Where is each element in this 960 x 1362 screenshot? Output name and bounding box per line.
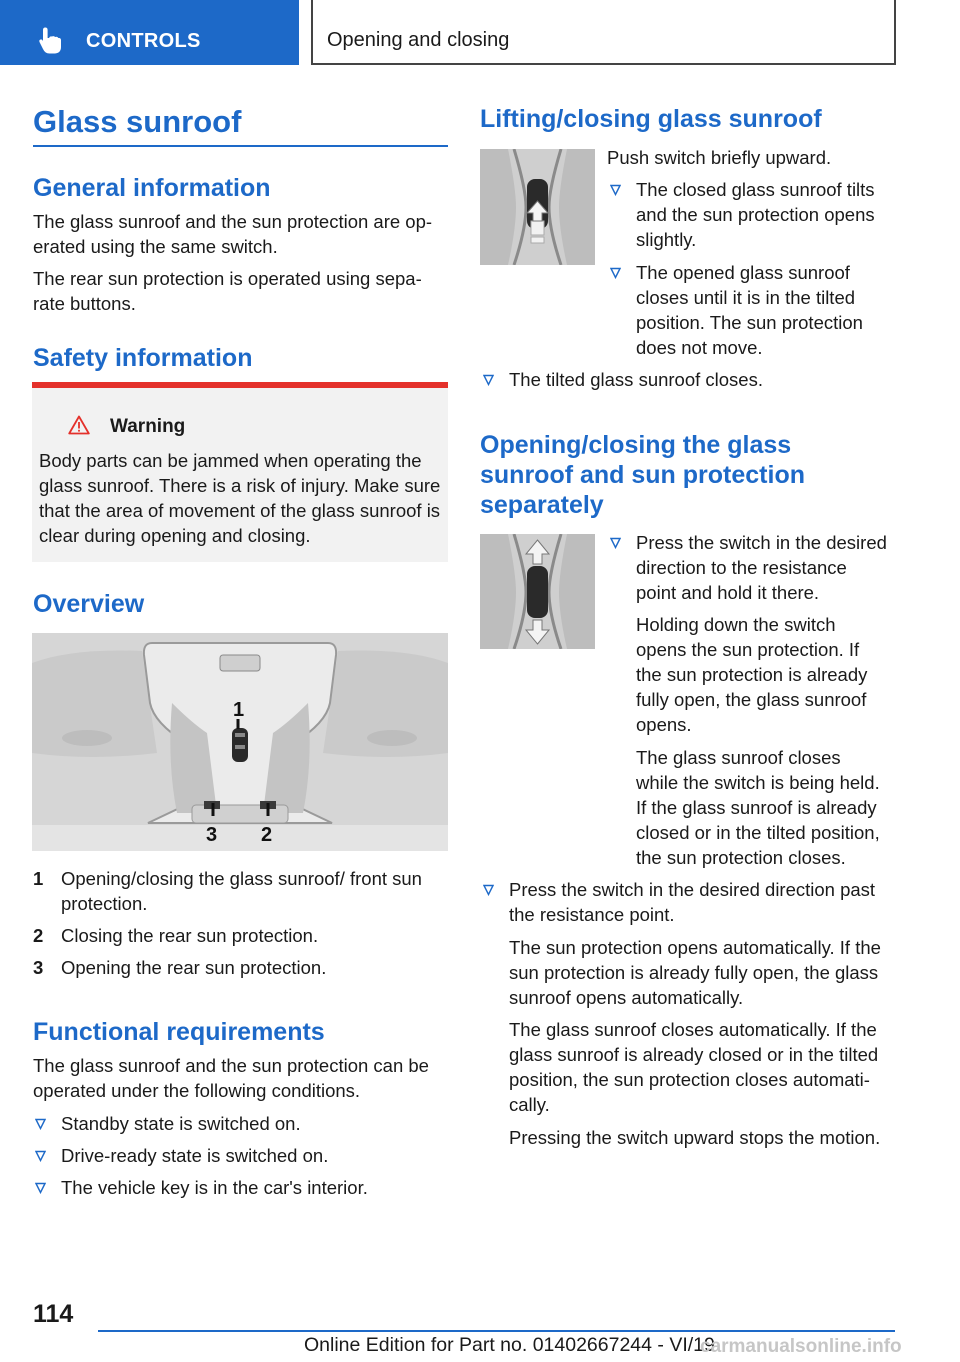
text-line: the resistance point. <box>509 904 675 925</box>
list-item: The vehicle key is in the car's interior. <box>61 1177 368 1198</box>
bullet-triangle-icon <box>483 884 494 896</box>
text-line: Press the switch in the desired direction past <box>509 879 876 900</box>
edition-text: Online Edition for Part no. 01402667244 - VI/19 <box>304 1334 715 1356</box>
switch-illustration <box>480 534 595 649</box>
warning-title: Warning <box>110 416 186 437</box>
bullet-triangle-icon <box>483 374 494 386</box>
list-item <box>509 877 875 927</box>
text-line: opens the sun protection. If <box>636 639 860 660</box>
list-item: Standby state is switched on. <box>61 1113 301 1134</box>
list-item: The tilted glass sunroof closes. <box>509 369 763 390</box>
functional-heading: Functional requirements <box>33 1018 325 1046</box>
pointing-hand-icon <box>38 26 68 56</box>
lifting-intro: Push switch briefly upward. <box>607 147 832 168</box>
sub-paragraph <box>509 1017 878 1117</box>
text-line: erated using the same switch. <box>33 236 278 257</box>
text-line: cally. <box>509 1094 550 1115</box>
text-line: does not move. <box>636 337 763 358</box>
callout-2: 2 <box>261 824 273 846</box>
chapter-label: Opening and closing <box>327 29 510 51</box>
list-item <box>636 530 887 605</box>
text-line: The glass sunroof closes <box>636 747 841 768</box>
switch-illustration <box>480 149 595 265</box>
bullet-triangle-icon <box>610 184 621 196</box>
text-line: opens. <box>636 714 692 735</box>
list-number: 1 <box>33 868 44 889</box>
text-line: the sun protection is already <box>636 664 868 685</box>
warning-text: Body parts can be jammed when operating the glass sunroof. There is a risk of injury. Make sure that the area of movement of the glass sunroof is clear during opening and closing. <box>39 450 441 546</box>
text-line: The glass sunroof and the sun protection can be <box>33 1055 429 1076</box>
overview-image <box>32 633 448 851</box>
chapter-box <box>311 0 896 65</box>
list-number: 2 <box>33 925 44 946</box>
text-line: closes until it is in the tilted <box>636 287 856 308</box>
warning-box <box>32 382 448 562</box>
text-line: operated under the following conditions. <box>33 1080 361 1101</box>
text-line: fully open, the glass sunroof <box>636 689 867 710</box>
watermark: carmanualsonline.info <box>700 1336 902 1357</box>
text-line: while the switch is being held. <box>636 772 880 793</box>
text-line: closed or in the tilted position, <box>636 822 880 843</box>
text-line: Opening/closing the glass sunroof/ front sun <box>61 868 422 889</box>
general-paragraph-2 <box>33 266 422 316</box>
text-line: point and hold it there. <box>636 582 820 603</box>
title-rule <box>33 145 448 147</box>
text-line: The glass sunroof closes automatically. If the <box>509 1019 877 1040</box>
bullet-triangle-icon <box>610 267 621 279</box>
text-line: Holding down the switch <box>636 614 836 635</box>
section-label: CONTROLS <box>86 30 201 52</box>
page-number: 114 <box>33 1300 74 1328</box>
sub-paragraph <box>636 612 867 737</box>
sub-paragraph <box>509 935 881 1010</box>
sub-paragraph <box>636 745 880 870</box>
warning-triangle-icon <box>68 415 90 435</box>
text-line: slightly. <box>636 229 697 250</box>
heading-line: Opening/closing the glass <box>480 431 792 459</box>
sub-paragraph: Pressing the switch upward stops the motion. <box>509 1127 881 1148</box>
text-line: If the glass sunroof is already <box>636 797 877 818</box>
text-line: The rear sun protection is operated using sepa‐ <box>33 268 422 289</box>
callout-1: 1 <box>233 699 245 721</box>
general-paragraph-1 <box>33 209 432 259</box>
text-line: sunroof opens automatically. <box>509 987 744 1008</box>
switch-updown-image <box>480 534 595 649</box>
text-line: sun protection is already fully open, the glass <box>509 962 879 983</box>
list-item <box>61 955 326 980</box>
text-line: Opening the rear sun protection. <box>61 957 327 978</box>
section-tab <box>0 0 299 65</box>
page-title: Glass sunroof <box>33 104 242 139</box>
safety-heading: Safety information <box>33 344 253 372</box>
bullet-triangle-icon <box>35 1118 46 1130</box>
text-line: rate buttons. <box>33 293 136 314</box>
list-item: Drive-ready state is switched on. <box>61 1145 329 1166</box>
text-line: The glass sunroof and the sun protection are op‐ <box>33 211 433 232</box>
text-line: and the sun protection opens <box>636 204 875 225</box>
functional-paragraph <box>33 1053 429 1103</box>
text-line: The closed glass sunroof tilts <box>636 179 875 200</box>
text-line: glass sunroof is already closed or in the tilted <box>509 1044 879 1065</box>
list-item <box>61 866 422 916</box>
general-heading: General information <box>33 174 271 202</box>
text-line: Closing the rear sun protection. <box>61 925 319 946</box>
list-number: 3 <box>33 957 44 978</box>
list-item <box>636 260 863 360</box>
text-line: position, the sun protection closes automati‐ <box>509 1069 870 1090</box>
text-line: The sun protection opens automatically. If the <box>509 937 881 958</box>
heading-line: separately <box>480 491 604 519</box>
bullet-triangle-icon <box>35 1182 46 1194</box>
headliner-illustration <box>32 633 448 851</box>
list-item <box>636 177 875 252</box>
bullet-triangle-icon <box>35 1150 46 1162</box>
lifting-heading: Lifting/closing glass sunroof <box>480 105 822 133</box>
text-line: position. The sun protection <box>636 312 863 333</box>
text-line: the sun protection closes. <box>636 847 846 868</box>
bullet-triangle-icon <box>610 537 621 549</box>
heading-line: sunroof and sun protection <box>480 461 805 489</box>
list-item <box>61 923 318 948</box>
callout-3: 3 <box>206 824 218 846</box>
text-line: Press the switch in the desired <box>636 532 887 553</box>
text-line: direction to the resistance <box>636 557 847 578</box>
text-line: The opened glass sunroof <box>636 262 850 283</box>
footer-rule <box>98 1330 895 1332</box>
separately-heading <box>480 430 805 520</box>
text-line: protection. <box>61 893 148 914</box>
switch-lift-image <box>480 149 595 265</box>
overview-heading: Overview <box>33 590 145 618</box>
